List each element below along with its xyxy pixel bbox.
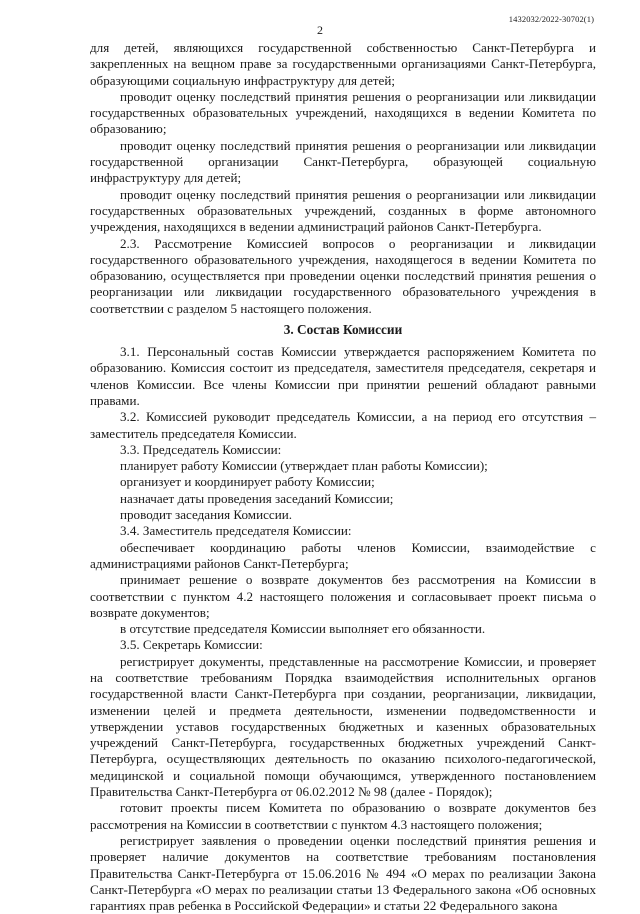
paragraph-3-5: 3.5. Секретарь Комиссии:: [120, 637, 263, 653]
paragraph-3-3: 3.3. Председатель Комиссии:: [120, 441, 282, 457]
paragraph-2-3: 2.3. Рассмотрение Комиссией вопросов о реорганизации и ликвидации государственного образовательного учреждения, находящегося в ведении Комитета по образованию, осуществляется при проведении оценки последствий принятия решения о реорганизации или ликвидации государственного образовательного учреждения в соответствии с разделом 5 настоящего положения.: [90, 235, 596, 316]
paragraph: проводит оценку последствий принятия решения о реорганизации или ликвидации государственных образовательных учреждений, находящихся в ведении Комитета по образованию;: [90, 88, 596, 137]
section-3-heading: 3. Состав Комиссии: [283, 322, 403, 338]
list-item: принимает решение о возврате документов без рассмотрения на Комиссии в соответствии с пунктом 4.2 настоящего положения и согласовывает проект письма о возврате документов;: [90, 572, 596, 620]
paragraph-3-4: 3.4. Заместитель председателя Комиссии:: [120, 523, 352, 539]
list-item: в отсутствие председателя Комиссии выполняет его обязанности.: [120, 621, 486, 637]
page-number: 2: [317, 23, 323, 37]
list-item: планирует работу Комиссии (утверждает план работы Комиссии);: [120, 458, 488, 474]
paragraph-3-2: 3.2. Комиссией руководит председатель Комиссии, а на период его отсутствия – заместитель председателя Комиссии.: [90, 409, 596, 441]
document-id: 1432032/2022-30702(1): [508, 14, 594, 24]
list-item: регистрирует заявления о проведении оценки последствий принятия решения и проверяет наличие документов на соответствие требованиям постановления Правительства Санкт-Петербурга от 15.06.2016 № 494 «О мерах по реализации Закона Санкт-Петербурга «О мерах по реализации статьи 13 Федерального закона «Об основных гарантиях прав ребенка в Российской Федерации» и статьи 22 Федерального закона: [90, 832, 596, 914]
document-body: [90, 40, 596, 914]
list-item: регистрирует документы, представленные на рассмотрение Комиссии, и проверяет на соответствие требованиям Порядка взаимодействия исполнительных органов государственной власти Санкт-Петербурга при создании, реорганизации, ликвидации, изменении целей и предмета деятельности, изменении подведомственности и утверждении уставов государственных бюджетных и казенных образовательных учреждений Санкт-Петербурга, государственных бюджетных учреждений Санкт-Петербурга, осуществляющих деятельность по оказанию психолого-педагогической, медицинской и социальной помощи обучающимся, утвержденного постановлением Правительства Санкт-Петербурга от 06.02.2012 № 98 (далее - Порядок);: [90, 653, 596, 800]
paragraph-continuation: для детей, являющихся государственной собственностью Санкт-Петербурга и закрепленных на вещном праве за государственными организациями Санкт-Петербурга, образующими социальную инфраструктуру для детей;: [90, 40, 596, 88]
list-item: назначает даты проведения заседаний Комиссии;: [120, 490, 394, 506]
list-item: обеспечивает координацию работы членов Комиссии, взаимодействие с администрациями районов Санкт-Петербурга;: [90, 539, 596, 571]
paragraph: проводит оценку последствий принятия решения о реорганизации или ликвидации государственной организации Санкт-Петербурга, образующей социальную инфраструктуру для детей;: [90, 137, 596, 186]
list-item: организует и координирует работу Комиссии;: [120, 474, 375, 490]
list-item: готовит проекты писем Комитета по образованию о возврате документов без рассмотрения на Комиссии в соответствии с пунктом 4.3 настоящего положения;: [90, 800, 596, 832]
paragraph: проводит оценку последствий принятия решения о реорганизации или ликвидации государственных образовательных учреждений, созданных в форме автономного учреждения, находящихся в ведении администраций районов Санкт-Петербурга.: [90, 186, 596, 235]
list-item: проводит заседания Комиссии.: [120, 507, 292, 523]
paragraph-3-1: 3.1. Персональный состав Комиссии утверждается распоряжением Комитета по образованию. Комиссия состоит из председателя, заместителя председателя, секретаря и членов Комиссии. Все члены Комиссии при принятии решений обладают равными правами.: [90, 344, 596, 408]
